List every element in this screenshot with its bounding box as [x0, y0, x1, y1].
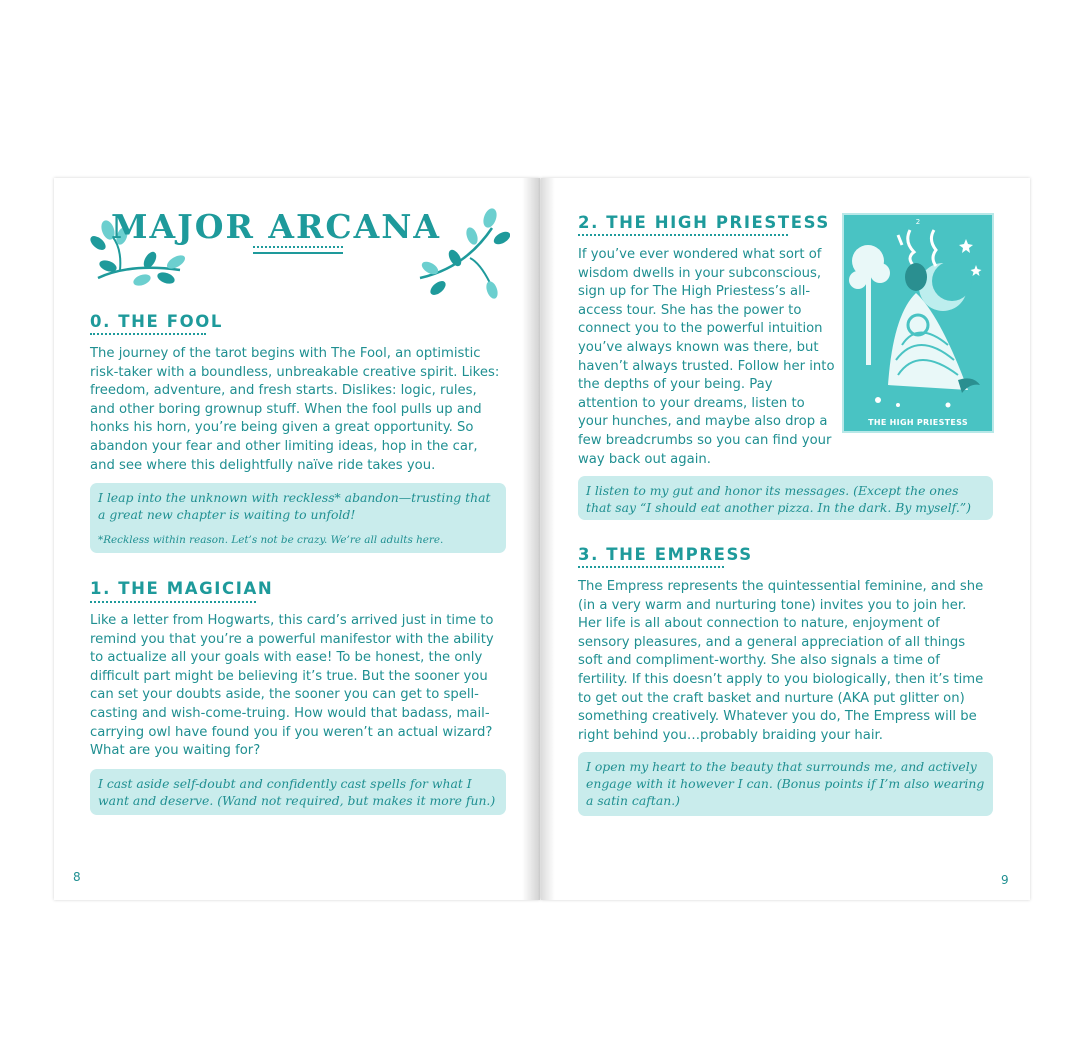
section-body-empress: The Empress represents the quintessential feminine, and she (in a very warm and nurturing tone) invites you to join her. Her life is all about connection to nature, enjoyment of sensory pleasures, and a general appreciation of all things soft and compliment-worthy. She also signals a time of fertility. If this doesn’t apply to you biologically, then it’s time to get out the craft basket and nurture (AKA put glitter on) something creatively. Whatever you do, The Empress will be right behind you…probably braiding your hair. [578, 579, 984, 743]
high-priestess-figure-icon [848, 225, 988, 415]
gutter-shadow [522, 178, 540, 900]
affirmation-text: I leap into the unknown with reckless* abandon—trusting that a great new chapter is waiting to unfold! [98, 490, 491, 522]
affirmation-text: I open my heart to the beauty that surrounds me, and actively engage with it however I can. (Bonus points if I’m also wearing a satin caftan.) [586, 759, 985, 808]
affirmation-text: I listen to my gut and honor its messages. (Except the ones that say “I should eat another pizza. In the dark. By myself.”) [586, 483, 971, 515]
affirmation-box-empress [578, 752, 993, 816]
footnote-text: *Reckless within reason. Let’s not be crazy. We’re all adults here. [98, 534, 444, 546]
section-heading-magician: 1. THE MAGICIAN [90, 579, 274, 598]
section-heading-fool: 0. THE FOOL [90, 312, 224, 331]
section-body-fool: The journey of the tarot begins with The Fool, an optimistic risk-taker with a boundless, unbreakable creative spirit. Likes: freedom, adventure, and fresh starts. Dislikes: logic, rules, and other boring grownup stuff. When the fool pulls up and honks his horn, you’re being given a great opportunity. So abandon your fear and other limiting ideas, hop in the car, and see where this delightfully naïve ride takes you. [90, 346, 500, 473]
gutter-shadow [541, 178, 555, 900]
title-underline [253, 252, 343, 254]
affirmation-text: I cast aside self-doubt and confidently cast spells for what I want and deserve. (Wand not required, but makes it more fun.) [98, 776, 496, 808]
heading-divider [578, 566, 724, 568]
page-number-left: 8 [73, 870, 81, 884]
page-number-right: 9 [1001, 873, 1009, 887]
card-number: 2 [915, 218, 921, 226]
section-heading-empress: 3. THE EMPRESS [578, 545, 753, 564]
section-heading-high-priestess: 2. THE HIGH PRIESTESS [578, 213, 830, 232]
card-label: THE HIGH PRIESTESS [868, 418, 968, 427]
affirmation-box-magician [90, 769, 506, 815]
affirmation-box-fool [90, 483, 506, 553]
heading-divider [578, 234, 788, 236]
affirmation-box-high-priestess [578, 476, 993, 520]
high-priestess-card-illustration [842, 213, 994, 433]
title-divider [253, 246, 343, 248]
section-body-high-priestess: If you’ve ever wondered what sort of wisdom dwells in your subconscious, sign up for The High Priestess’s all-access tour. She has the power to connect you to the powerful intuition you’ve always known was there, but haven’t always trusted. Follow her into the depths of your being. Pay attention to your dreams, listen to your hunches, and maybe also drop a few breadcrumbs so you can find your way back out again. [578, 247, 835, 467]
heading-divider [90, 333, 206, 335]
heading-divider [90, 601, 256, 603]
page-title: MAJOR ARCANA [110, 207, 442, 246]
section-body-magician: Like a letter from Hogwarts, this card’s arrived just in time to remind you that you’re a powerful manifestor with the ability to actualize all your goals with ease! To be honest, the only difficult part might be believing it’s true. But the sooner you can set your doubts aside, the sooner you can get to spell-casting and wish-come-truing. How would that badass, mail-carrying owl have found you if you weren’t an actual wizard? What are you waiting for? [90, 613, 494, 759]
